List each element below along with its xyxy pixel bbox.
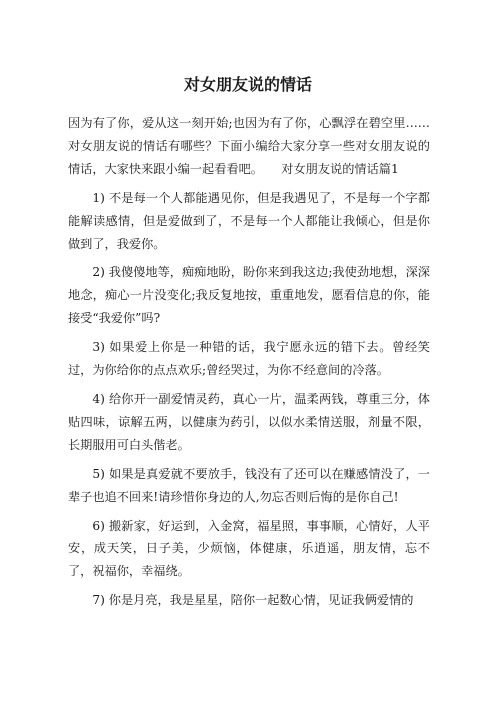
paragraph-7: 7) 你是月亮，我是星星，陪你一起数心情，见证我俩爱情的 [92, 593, 414, 608]
paragraph-1: 1) 不是每一个人都能遇见你，但是我遇见了，不是每一个字都能解读感情，但是爱做到了，不是每一个人都能让我倾心，但是你做到了，我爱你。 [68, 190, 430, 251]
paragraph-4: 4) 给你开一副爱情灵药，真心一片，温柔两钱，尊重三分，体贴四味，谅解五两，以健康为药引，以似水柔情送服，剂量不限，长期服用可白头偕老。 [68, 391, 430, 452]
page-title: 对女朋友说的情话 [183, 75, 312, 94]
paragraph-2: 2) 我傻傻地等，痴痴地盼，盼你来到我这边;我使劲地想，深深地念，痴心一片没变化;我反复地按，重重地发，愿看信息的你，能接受“我爱你”吗? [68, 265, 430, 326]
paragraph-6: 6) 搬新家，好运到，入金窝，福星照，事事顺，心情好，人平安，成天笑，日子美，少烦恼，体健康，乐逍遥，朋友情，忘不了，祝福你，幸福绕。 [68, 518, 430, 579]
article-body [68, 112, 430, 618]
paragraph-5: 5) 如果是真爱就不要放手，钱没有了还可以在赚感情没了，一辈子也追不回来!请珍惜你身边的人,勿忘否则后悔的是你自己! [68, 466, 430, 504]
intro-paragraph: 因为有了你，爱从这一刻开始;也因为有了你，心飘浮在碧空里……对女朋友说的情话有哪些？下面小编给大家分享一些对女朋友说的情话，大家快来跟小编一起看看吧。 对女朋友说的情话篇1 [68, 116, 430, 176]
paragraph-3: 3) 如果爱上你是一种错的话，我宁愿永远的错下去。曾经笑过，为你给你的点点欢乐;曾经哭过，为你不经意间的冷落。 [68, 340, 430, 378]
